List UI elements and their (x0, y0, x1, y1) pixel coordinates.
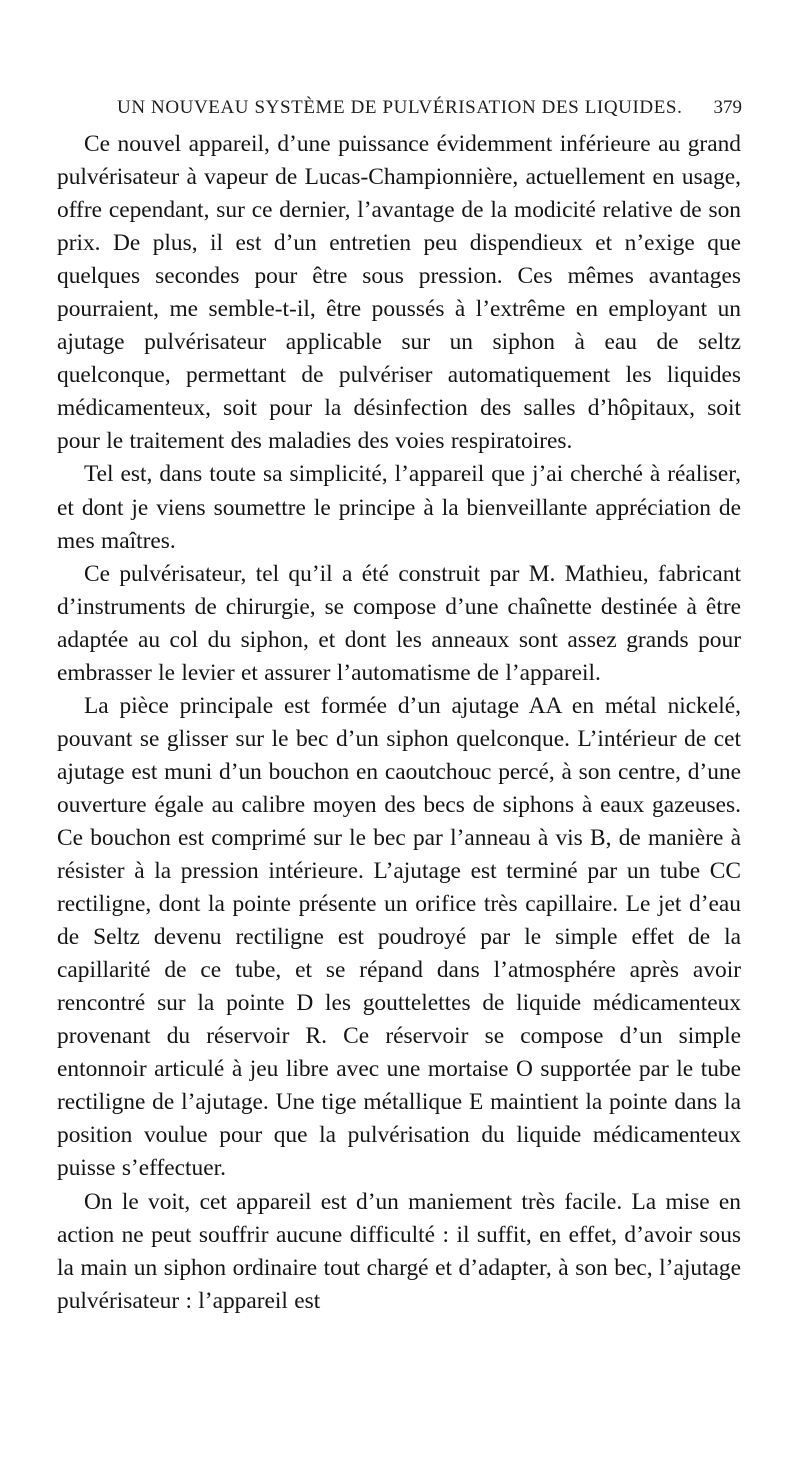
paragraph-1: Ce nouvel appareil, d’une puissance évidemment inférieure au grand pulvérisateur à vapeur de Lucas-Championnière, actuellement en usage, offre cependant, sur ce dernier, l’avantage de la modicité relative de son prix. De plus, il est d’un entretien peu dispendieux et n’exige que quelques secondes pour être sous pression. Ces mêmes avantages pourraient, me semble-t-il, être poussés à l’extrême en employant un ajutage pulvérisateur applicable sur un siphon à eau de seltz quelconque, permettant de pulvériser automatiquement les liquides médicamenteux, soit pour la désinfection des salles d’hôpitaux, soit pour le traitement des maladies des voies respiratoires. (57, 131, 741, 455)
page-number: 379 (713, 97, 742, 118)
paragraph-3: Ce pulvérisateur, tel qu’il a été construit par M. Mathieu, fabricant d’instruments de chirurgie, se compose d’une chaînette destinée à être adaptée au col du siphon, et dont les anneaux sont assez grands pour embrasser le levier et assurer l’automatisme de l’appareil. (57, 560, 741, 686)
paragraph-4: La pièce principale est formée d’un ajutage AA en métal nickelé, pouvant se glisser sur le bec d’un siphon quelconque. L’intérieur de cet ajutage est muni d’un bouchon en caoutchouc percé, à son centre, d’une ouverture égale au calibre moyen des becs de siphons à eaux gazeuses. Ce bouchon est comprimé sur le bec par l’anneau à vis B, de manière à résister à la pression intérieure. L’ajutage est terminé par un tube CC rectiligne, dont la pointe présente un orifice très capillaire. Le jet d’eau de Seltz devenu rectiligne est poudroyé par le simple effet de la capillarité de ce tube, et se répand dans l’atmosphére après avoir rencontré sur la pointe D les gouttelettes de liquide médicamenteux provenant du réservoir R. Ce réservoir se compose d’un simple entonnoir articulé à jeu libre avec une mortaise O supportée par le tube rectiligne de l’ajutage. Une tige métallique E maintient la pointe dans la position voulue pour que la pulvérisation du liquide médicamenteux puisse s’effectuer. (57, 692, 741, 1182)
paragraph-5: On le voit, cet appareil est d’un maniement très facile. La mise en action ne peut souffrir aucune difficulté : il suffit, en effet, d’avoir sous la main un siphon ordinaire tout chargé et d’adapter, à son bec, l’ajutage pulvérisateur : l’appareil est (57, 1188, 741, 1314)
paragraph-2: Tel est, dans toute sa simplicité, l’appareil que j’ai cherché à réaliser, et dont je viens soumettre le principe à la bienveillante appréciation de mes maîtres. (57, 461, 741, 554)
running-title: UN NOUVEAU SYSTÈME DE PULVÉRISATION DES LIQUIDES. (117, 97, 683, 118)
body-text (57, 128, 741, 1318)
running-head (92, 97, 742, 127)
